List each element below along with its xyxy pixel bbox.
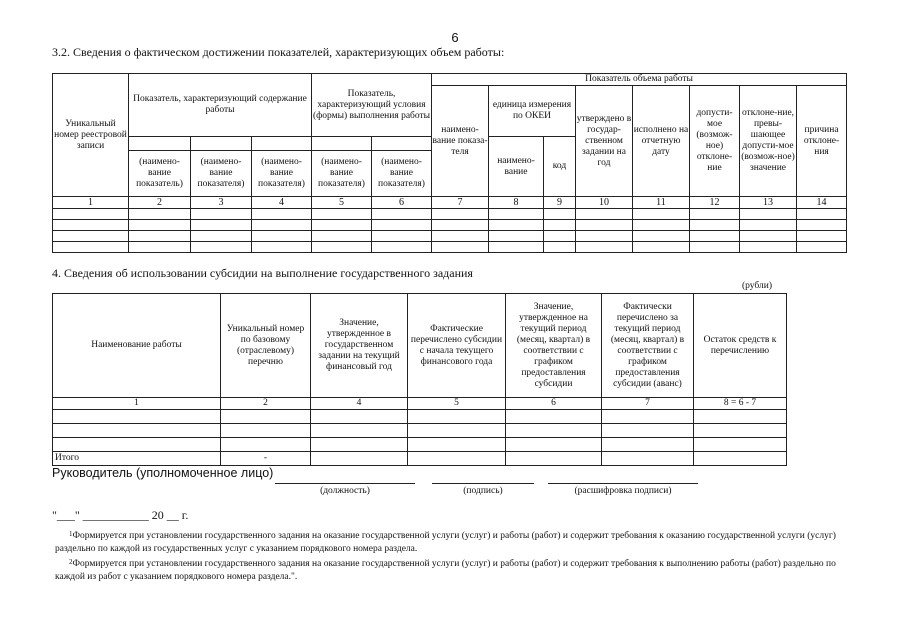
signature-caption: (подпись) <box>463 486 503 496</box>
col-number: 12 <box>690 197 740 209</box>
column-number-row <box>53 197 847 209</box>
page-number: 6 <box>451 30 459 45</box>
table-row[interactable] <box>53 209 847 220</box>
col-number: 1 <box>53 197 129 209</box>
units-label: (рубли) <box>742 281 772 291</box>
header-okei-unit: единица измерения по ОКЕИ <box>489 86 576 137</box>
col-number: 6 <box>372 197 432 209</box>
header-sub-5: (наимено-вание показателя) <box>372 151 432 197</box>
header-sub-4: (наимено-вание показателя) <box>312 151 372 197</box>
col-number: 5 <box>408 398 506 410</box>
col-number: 13 <box>740 197 797 209</box>
header-exceeding-deviation: отклоне-ние, превы-шающее допусти-мое (возмож-ное) значение <box>740 86 797 197</box>
col-number: 5 <box>312 197 372 209</box>
footnote-2 <box>55 558 855 584</box>
col-number: 1 <box>53 398 221 410</box>
header-executed: исполнено на отчетную дату <box>633 86 690 197</box>
header-volume-indicator: Показатель объема работы <box>432 74 847 86</box>
col-number: 6 <box>506 398 602 410</box>
column-number-row <box>53 398 787 410</box>
table-row[interactable] <box>53 438 787 452</box>
subsidy-usage-table <box>52 293 787 466</box>
table-row[interactable] <box>53 410 787 424</box>
col-number: 4 <box>252 197 312 209</box>
footnote-1 <box>55 530 855 556</box>
header-work-name: Наименование работы <box>53 294 221 398</box>
table-row[interactable] <box>53 424 787 438</box>
col-number: 2 <box>129 197 191 209</box>
header-sub-1: (наимено-вание показатель) <box>129 151 191 197</box>
col-number: 4 <box>311 398 408 410</box>
volume-indicators-table <box>52 73 847 253</box>
col-number: 10 <box>576 197 633 209</box>
position-line[interactable] <box>275 483 415 484</box>
section-3-2-title: 3.2. Сведения о фактическом достижении показателей, характеризующих объем работы: <box>52 45 505 59</box>
position-caption: (должность) <box>320 486 370 496</box>
header-unit-code: код <box>544 137 576 197</box>
header-approved: утверждено в государ-ственном задании на год <box>576 86 633 197</box>
col-number: 11 <box>633 197 690 209</box>
table-row[interactable] <box>53 242 847 253</box>
header-approved-year: Значение, утвержденное в государственном задании на текущий финансовый год <box>311 294 408 398</box>
signature-line[interactable] <box>432 483 534 484</box>
footnote-1-mark: 1 <box>69 530 73 538</box>
header-content-indicator: Показатель, характеризующий содержание работы <box>129 74 312 137</box>
header-unique-base-number: Уникальный номер по базовому (отраслевому) перечню <box>221 294 311 398</box>
total-label: Итого <box>53 452 221 466</box>
col-number: 7 <box>432 197 489 209</box>
table-row[interactable] <box>53 231 847 242</box>
col-number: 8 = 6 - 7 <box>694 398 787 410</box>
header-actual-period: Фактически перечислено за текущий период (месяц, квартал) в соответствии с графиком предоставления субсидии (аванс) <box>602 294 694 398</box>
total-row[interactable] <box>53 452 787 466</box>
header-indicator-name: наимено-вание показа-теля <box>432 86 489 197</box>
header-remainder: Остаток средств к перечислению <box>694 294 787 398</box>
col-number: 9 <box>544 197 576 209</box>
decoding-line[interactable] <box>548 483 698 484</box>
footnote-2-mark: 2 <box>69 558 73 566</box>
header-actual-transferred: Фактические перечислено субсидии с начала текущего финансового года <box>408 294 506 398</box>
total-mark: - <box>221 452 311 466</box>
col-number: 2 <box>221 398 311 410</box>
signatory-label: Руководитель (уполномоченное лицо) <box>52 466 274 480</box>
header-deviation-reason: причина отклоне-ния <box>797 86 847 197</box>
section-4-title: 4. Сведения об использовании субсидии на выполнение государственного задания <box>52 266 473 280</box>
date-line[interactable]: "___" ___________ 20 __ г. <box>52 508 189 522</box>
header-unique-number: Уникальный номер реестровой записи <box>53 74 129 197</box>
header-sub-3: (наимено-вание показателя) <box>252 151 312 197</box>
table-row[interactable] <box>53 220 847 231</box>
header-unit-name: наимено-вание <box>489 137 544 197</box>
decoding-caption: (расшифровка подписи) <box>574 486 672 496</box>
header-conditions-indicator: Показатель, характеризующий условия (формы) выполнения работы <box>312 74 432 137</box>
col-number: 14 <box>797 197 847 209</box>
col-number: 7 <box>602 398 694 410</box>
footnote-2-text: Формируется при установлении государственного задания на оказание государственной услуги (услуг) и работы (работ) и содержит требования к выполнению работы (работ) раздельно по каждой из работ с указанием порядкового номера раздела.". <box>55 559 836 582</box>
header-allowed-deviation: допусти-мое (возмож-ное) отклоне-ние <box>690 86 740 197</box>
footnote-1-text: Формируется при установлении государственного задания на оказание государственной услуги (услуг) и работы (работ) и содержит требования к оказанию государственной услуги (услуг) раздельно по каждой из государственных услуг с указанием порядкового номера раздела. <box>55 531 836 554</box>
header-sub-2: (наимено-вание показателя) <box>191 151 252 197</box>
header-schedule-value: Значение, утвержденное на текущий период (месяц, квартал) в соответствии с графиком предоставления субсидии <box>506 294 602 398</box>
col-number: 8 <box>489 197 544 209</box>
col-number: 3 <box>191 197 252 209</box>
